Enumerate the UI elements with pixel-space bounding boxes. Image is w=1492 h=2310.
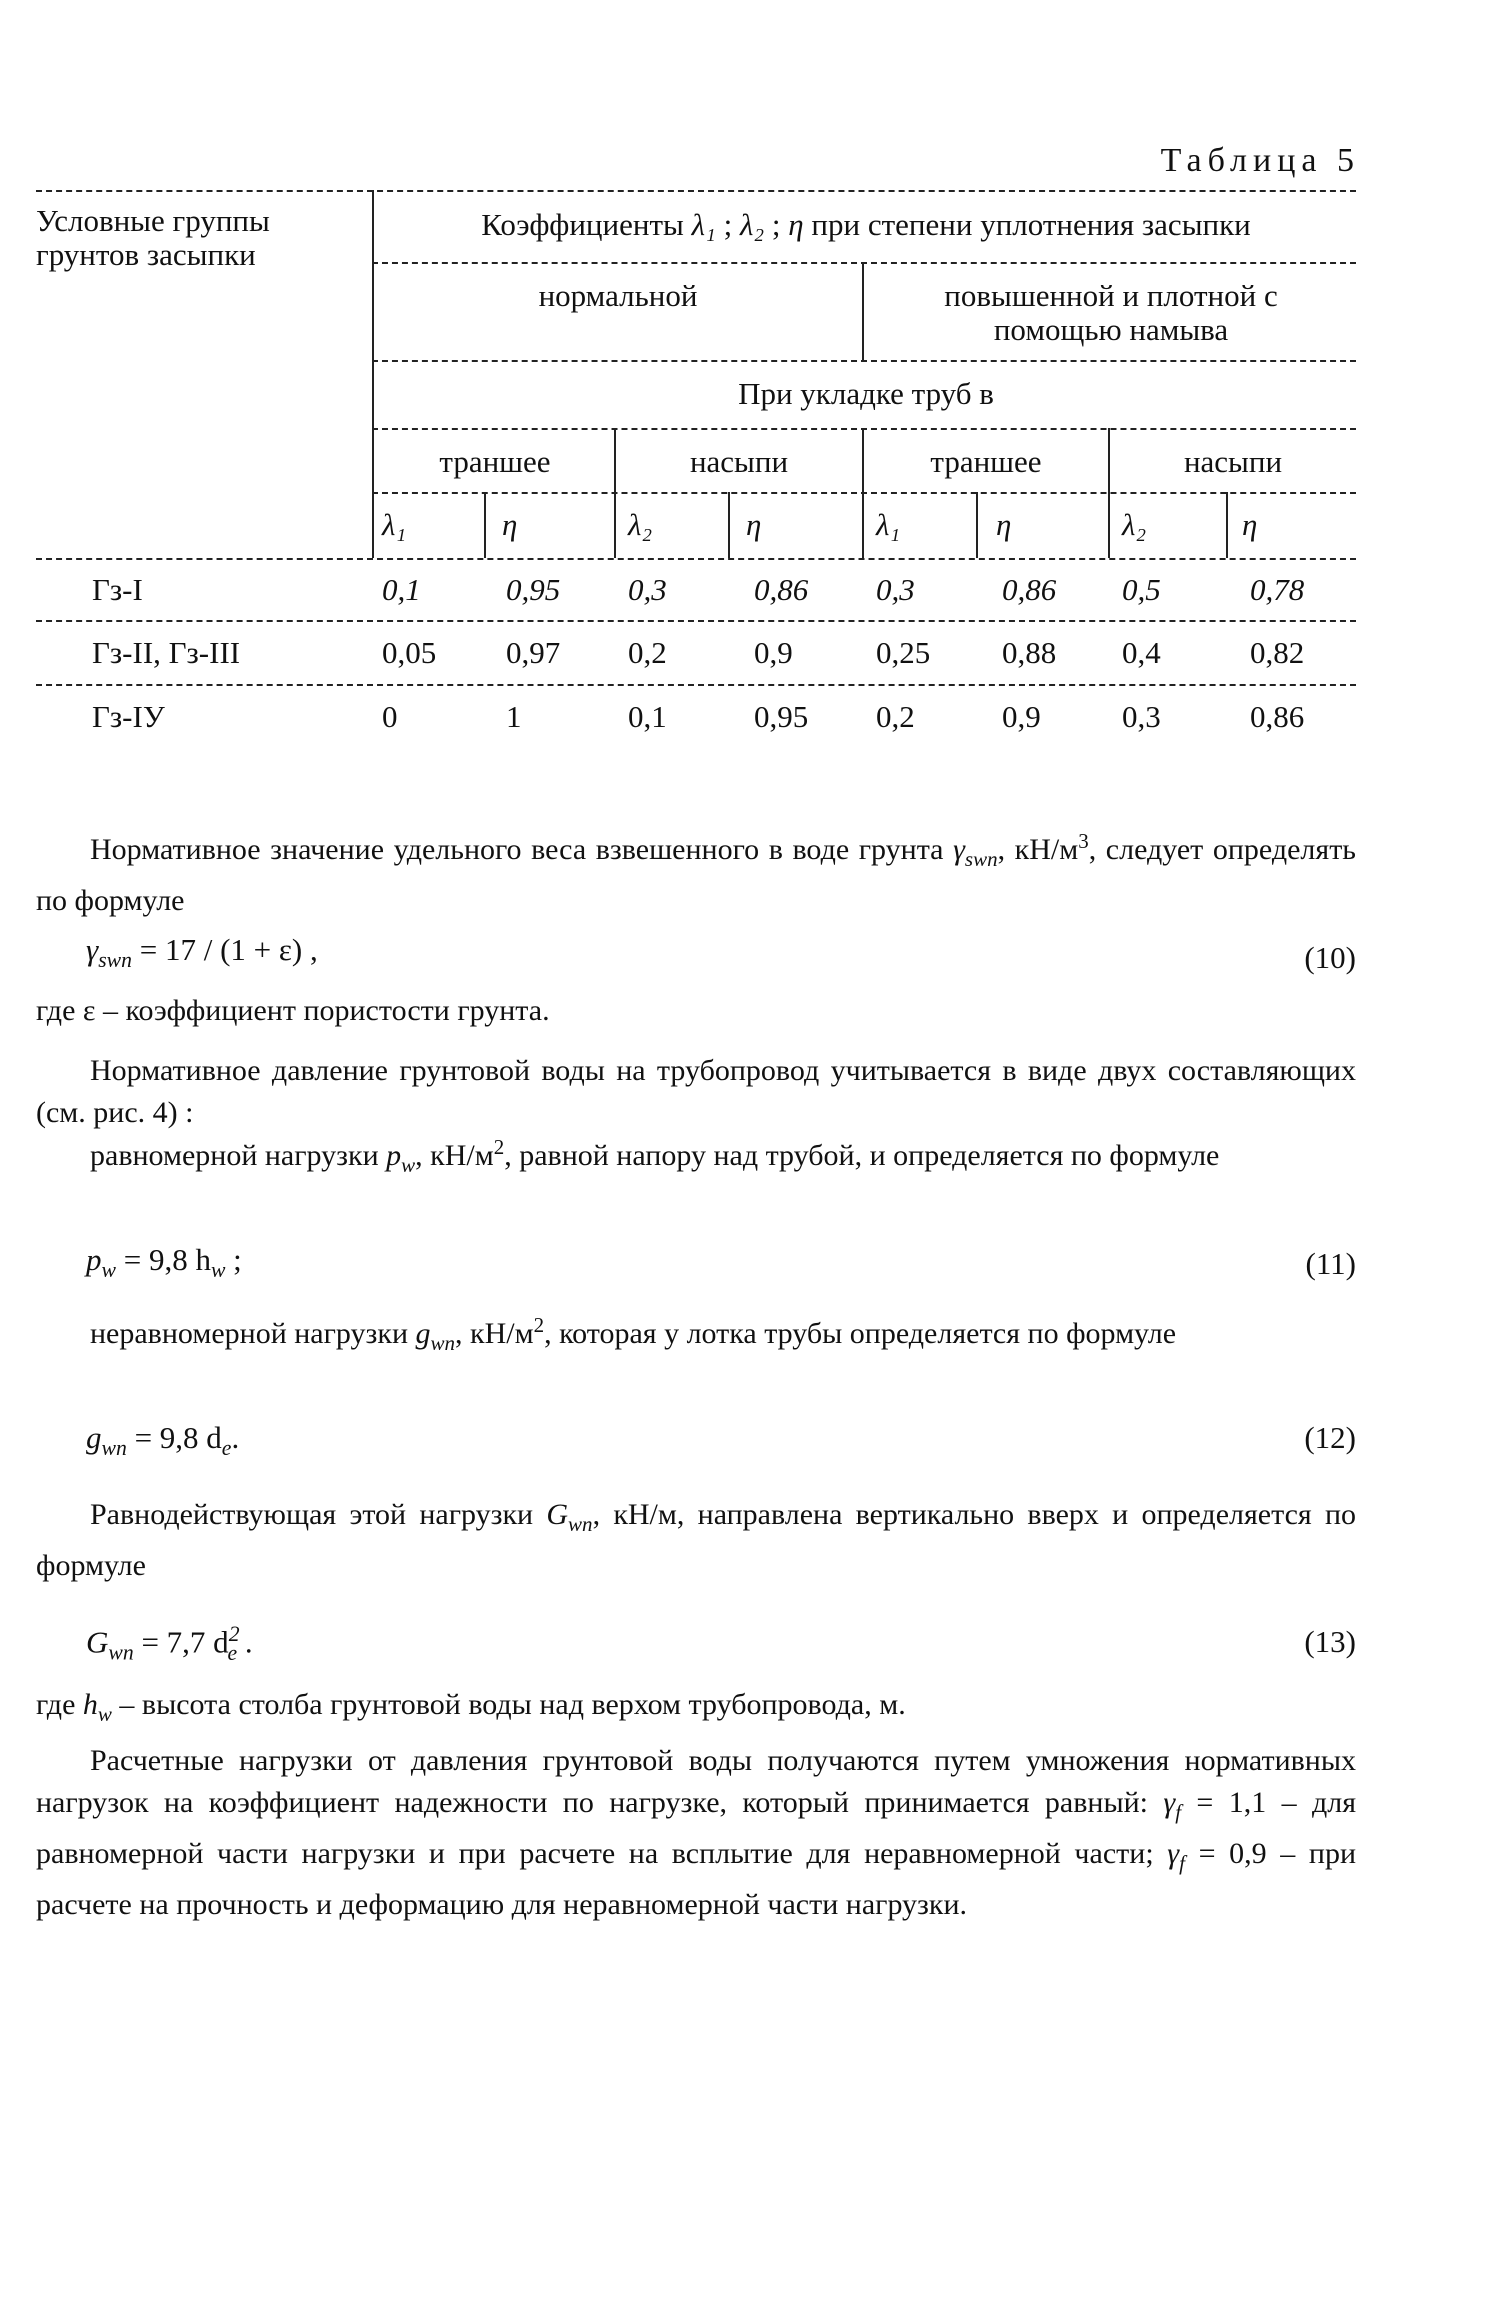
equation-number: (12): [1304, 1420, 1356, 1455]
cell-value: 0,9: [754, 635, 793, 670]
table-col-rule: [862, 262, 864, 360]
header-normal: нормальной: [538, 278, 698, 313]
col-symbol: λ₂: [1122, 507, 1147, 542]
table-col-rule: [484, 492, 486, 558]
col-symbol: λ₁: [876, 507, 901, 542]
paragraph-specific-weight: Нормативное значение удельного веса взвешенного в воде грунта $\gamma_{swn}$, $кН/м^3$, следует определять по формуле: [36, 829, 1356, 917]
cell-value: 0,97: [506, 635, 561, 670]
paragraph-water-column: где $h_w$ – высота столба грунтовой воды над верхом трубопровода, м.: [36, 1688, 906, 1726]
table-col-rule: [372, 190, 374, 558]
cell-value: 0,86: [1002, 572, 1057, 607]
cell-value: 0,5: [1122, 572, 1161, 607]
formula-13: $G_{wn} = 7,7$ $d^2_e$ .: [86, 1622, 253, 1665]
paragraph-uniform-load: равномерной нагрузки $p_w$, $кН/м^2$, равной напору над трубой, и определяется по формуле: [90, 1135, 1220, 1177]
cell-value: 0,3: [876, 572, 915, 607]
cell-value: 0,9: [1002, 699, 1041, 734]
header-laying: При укладке труб в: [738, 376, 994, 411]
cell-value: 0,86: [1250, 699, 1305, 734]
table-title: Таблица 5: [1160, 142, 1360, 179]
row-group: Гз-I: [92, 572, 143, 607]
cell-value: 0,1: [628, 699, 667, 734]
col-symbol: η: [996, 507, 1012, 542]
paragraph-porosity: где ε – коэффициент пористости грунта.: [36, 994, 550, 1027]
header-high: повышенной и плотной с помощью намыва: [944, 278, 1278, 347]
header-sep: ;: [764, 207, 789, 242]
formula-10: $\gamma_{swn} = 17 / (1 + \varepsilon)$ ,: [86, 932, 318, 973]
paragraph-groundwater: Нормативное давление грунтовой воды на трубопровод учитывается в виде двух составляющих (см. рис. 4) :: [36, 1054, 1356, 1129]
cell-value: 0,2: [876, 699, 915, 734]
table-rule: [372, 262, 1356, 264]
equation-number: (11): [1305, 1246, 1356, 1281]
header-coef-suffix: при степени уплотнения засыпки: [811, 207, 1251, 242]
table-row-rule: [36, 684, 1356, 686]
paragraph-nonuniform-load: неравномерной нагрузки $g_{wn}$, $кН/м^2$, которая у лотка трубы определяется по формуле: [90, 1313, 1177, 1355]
formula-12: $g_{wn} = 9,8$ $d_e$.: [86, 1420, 240, 1461]
col-symbol: λ₁: [382, 507, 407, 542]
header-coefficients: [376, 200, 1356, 250]
header-eta: η: [788, 207, 804, 242]
col-symbol: η: [502, 507, 518, 542]
col-symbol: η: [746, 507, 762, 542]
cell-value: 0,2: [628, 635, 667, 670]
cell-value: 0,1: [382, 572, 421, 607]
col-symbol: η: [1242, 507, 1258, 542]
table-rule: [372, 360, 1356, 362]
header-embankment-2: насыпи: [1183, 444, 1283, 479]
formula-11: $p_w = 9,8$ $h_w$ ;: [86, 1242, 242, 1283]
cell-value: 0,3: [628, 572, 667, 607]
cell-value: 0,95: [506, 572, 561, 607]
cell-value: 1: [506, 699, 522, 734]
cell-value: 0,05: [382, 635, 437, 670]
cell-value: 0,4: [1122, 635, 1161, 670]
symbol-gamma: γ: [953, 833, 965, 866]
paragraph-resultant: Равнодействующая этой нагрузки $G_{wn}$, кН/м, направлена вертикально вверх и определяется по формуле: [36, 1498, 1356, 1582]
table-col-rule: [728, 492, 730, 558]
table-rule: [372, 492, 1356, 494]
table-row-rule: [36, 620, 1356, 622]
header-lambda2: λ₂: [739, 207, 765, 242]
table-top-rule: [36, 190, 1356, 192]
cell-value: 0,88: [1002, 635, 1057, 670]
paragraph-design-loads: Расчетные нагрузки от давления грунтовой воды получаются путем умножения нормативных нагрузок на коэффициент надежности по нагрузке, который принимается равный: $\gamma_f = 1,1$ – для равномерной части нагрузки и при расчете на всплытие для неравномерной части; $\gamma_f = 0,9$ – при расчете на прочность и деформацию для неравномерной части нагрузки.: [36, 1744, 1357, 1921]
cell-value: 0,86: [754, 572, 809, 607]
cell-value: 0,95: [754, 699, 809, 734]
table-rule: [372, 428, 1356, 430]
equation-number: (10): [1304, 940, 1356, 975]
row-group: Гз-IУ: [92, 699, 165, 734]
header-trench-1: траншее: [439, 444, 551, 479]
cell-value: 0,3: [1122, 699, 1161, 734]
cell-value: 0,82: [1250, 635, 1305, 670]
header-trench-2: траншее: [930, 444, 1042, 479]
table-col-rule: [976, 492, 978, 558]
cell-value: 0,25: [876, 635, 931, 670]
cell-value: 0,78: [1250, 572, 1305, 607]
header-group: Условные группы грунтов засыпки: [36, 203, 270, 272]
header-sep: ;: [715, 207, 740, 242]
table-col-rule: [1226, 492, 1228, 558]
header-embankment-1: насыпи: [689, 444, 789, 479]
equation-number: (13): [1304, 1624, 1356, 1659]
row-group: Гз-II, Гз-III: [92, 635, 241, 670]
cell-value: 0: [382, 699, 398, 734]
coefficients-table: [36, 190, 1356, 750]
header-coef-prefix: Коэффициенты: [481, 207, 684, 242]
col-symbol: λ₂: [628, 507, 653, 542]
header-lambda1: λ₁: [691, 207, 716, 242]
table-header-bottom-rule: [36, 558, 1356, 560]
